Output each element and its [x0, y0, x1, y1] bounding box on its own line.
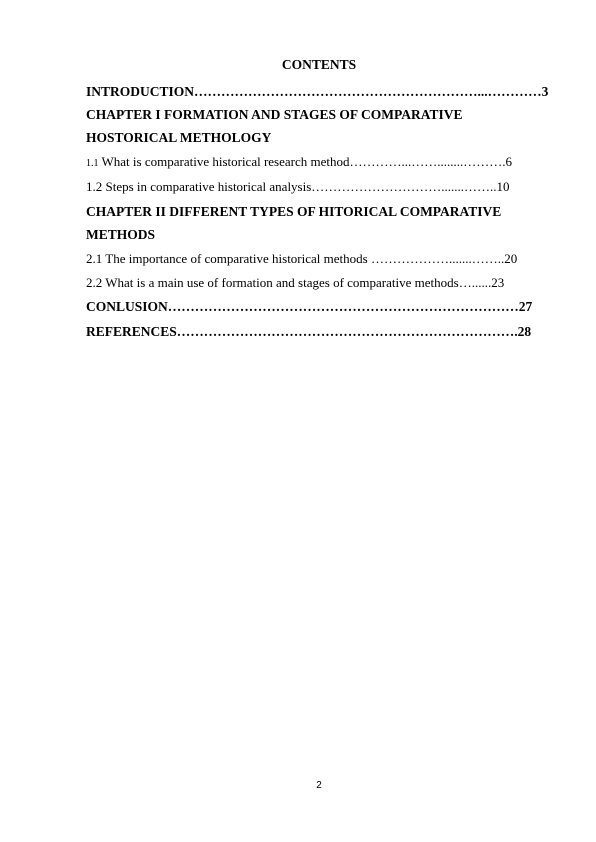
toc-entry-references: REFERENCES………………………………………………………………….28	[86, 324, 532, 339]
toc-entry-chapter-2-heading-cont: METHODS	[86, 227, 156, 242]
toc-entry-number: 1.1	[86, 158, 99, 169]
toc-entry-conclusion: CONLUSION……………………………………………………………………27	[86, 299, 533, 314]
contents-title: CONTENTS	[281, 57, 357, 72]
page-number: 2	[316, 780, 322, 791]
toc-entry-chapter-1-heading-cont: HOSTORICAL METHOLOGY	[86, 130, 272, 145]
toc-entry-introduction: INTRODUCTION………………………………………………………...…………3	[86, 84, 549, 99]
toc-entry-1-2: 1.2 Steps in comparative historical analysis………………………….......……..10	[86, 179, 510, 194]
toc-entry-chapter-2-heading: CHAPTER II DIFFERENT TYPES OF HITORICAL COMPARATIVE	[86, 204, 502, 219]
toc-entry-chapter-1-heading: CHAPTER I FORMATION AND STAGES OF COMPARATIVE	[86, 107, 463, 122]
toc-entry-2-2: 2.2 What is a main use of formation and stages of comparative methods…......23	[86, 275, 505, 290]
toc-entry-text: What is comparative historical research method…………...……........……….6	[98, 154, 512, 169]
toc-entry-2-1: 2.1 The importance of comparative historical methods ……………….......……..20	[86, 251, 518, 266]
toc-entry-1-1	[86, 154, 512, 172]
